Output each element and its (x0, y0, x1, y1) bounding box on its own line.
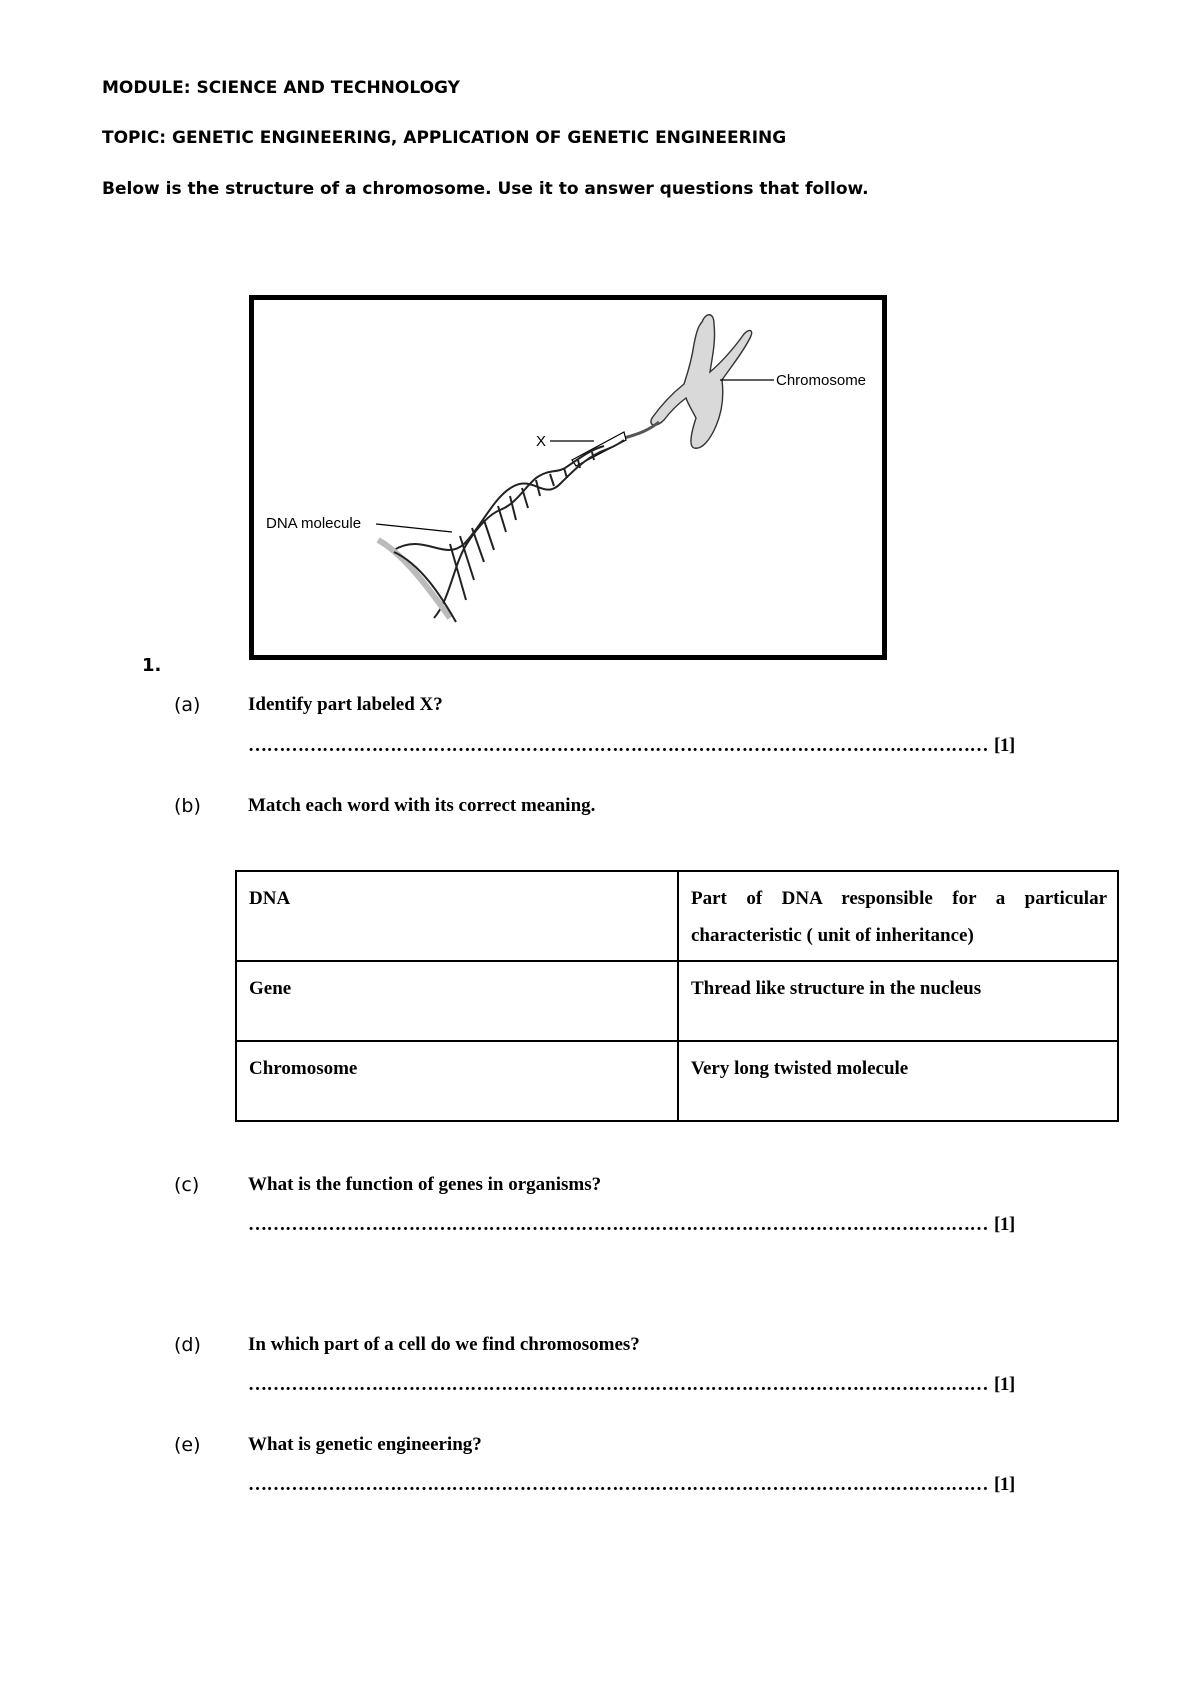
instruction-text: Below is the structure of a chromosome. Use it to answer questions that follow. (102, 179, 869, 199)
part-e-marks: [1] (994, 1474, 1015, 1495)
table-cell-meaning: Thread like structure in the nucleus (678, 961, 1118, 1041)
part-a-label: (a) (174, 694, 201, 716)
part-b-label: (b) (174, 795, 201, 817)
part-a-question: Identify part labeled X? (248, 694, 443, 715)
module-heading: MODULE: SCIENCE AND TECHNOLOGY (102, 78, 460, 98)
part-d-label: (d) (174, 1334, 201, 1356)
strand-connector (624, 422, 659, 438)
part-e-label: (e) (174, 1434, 201, 1456)
part-c-label: (c) (174, 1174, 200, 1196)
table-row (236, 871, 1118, 961)
part-b-question: Match each word with its correct meaning. (248, 795, 596, 816)
table-cell-word: Chromosome (236, 1041, 678, 1121)
table-row (236, 961, 1118, 1041)
table-cell-meaning: Part of DNA responsible for a particular characteristic ( unit of inheritance) (678, 871, 1118, 961)
part-a-marks: [1] (994, 735, 1015, 756)
part-c-marks: [1] (994, 1214, 1015, 1235)
table-cell-meaning: Very long twisted molecule (678, 1041, 1118, 1121)
chromosome-label: Chromosome (776, 372, 867, 389)
chromosome-shape (651, 315, 752, 449)
part-d-answer-line[interactable] (248, 1374, 1015, 1396)
topic-heading: TOPIC: GENETIC ENGINEERING, APPLICATION OF GENETIC ENGINEERING (102, 128, 787, 148)
part-c-dots: ………………………………………………………………………………………………………… (248, 1214, 988, 1235)
table-cell-word: DNA (236, 871, 678, 961)
part-a-dots: ………………………………………………………………………………………………………… (248, 735, 988, 756)
part-d-question: In which part of a cell do we find chromosomes? (248, 1334, 640, 1355)
part-d-marks: [1] (994, 1374, 1015, 1395)
chromosome-diagram-drawing (254, 300, 882, 655)
part-d-dots: ………………………………………………………………………………………………………… (248, 1374, 988, 1395)
part-a-answer-line[interactable] (248, 735, 1015, 757)
x-label: X (536, 433, 547, 450)
matching-table (235, 870, 1119, 1122)
dna-leader-line (376, 524, 452, 532)
part-e-question: What is genetic engineering? (248, 1434, 482, 1455)
table-cell-word: Gene (236, 961, 678, 1041)
question-number: 1. (142, 655, 162, 676)
chromosome-diagram (249, 295, 887, 660)
dna-label: DNA molecule (266, 515, 362, 532)
dna-helix (378, 440, 624, 622)
x-bracket (572, 432, 626, 466)
part-e-dots: ………………………………………………………………………………………………………… (248, 1474, 988, 1495)
part-e-answer-line[interactable] (248, 1474, 1015, 1496)
table-row (236, 1041, 1118, 1121)
part-c-question: What is the function of genes in organisms? (248, 1174, 602, 1195)
part-c-answer-line[interactable] (248, 1214, 1015, 1236)
